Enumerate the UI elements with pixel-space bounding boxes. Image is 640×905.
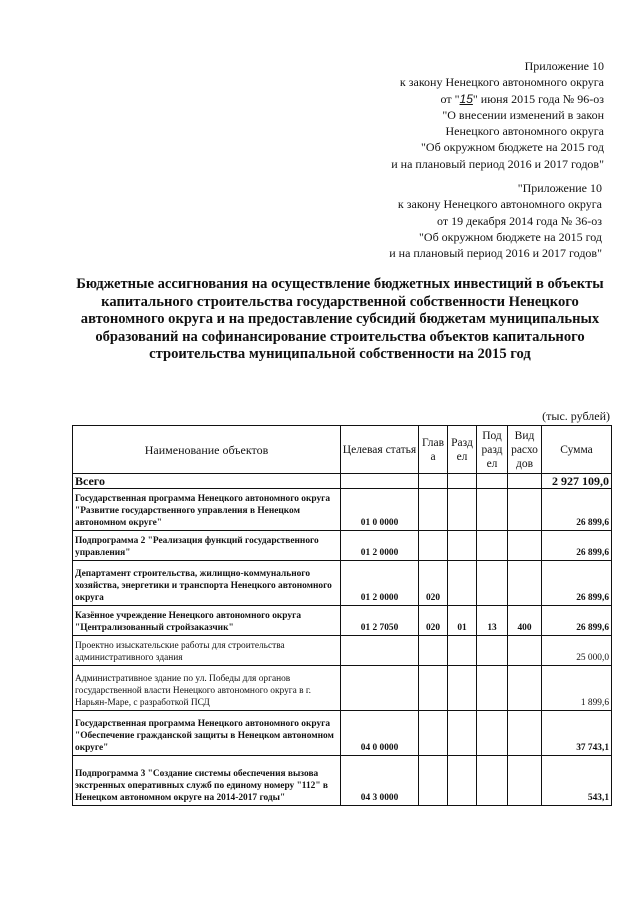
cell-subsection (477, 756, 508, 806)
appendix-header-original (389, 180, 602, 261)
cell-target-article: 01 2 0000 (341, 531, 419, 561)
unit-label: (тыс. рублей) (542, 409, 610, 423)
text-line: и на плановый период 2016 и 2017 годов" (389, 246, 602, 261)
header-subsection: Под разд ел (477, 426, 508, 474)
header-name: Наименование объектов (73, 426, 341, 474)
cell-sum: 2 927 109,0 (542, 474, 612, 489)
cell-chapter (419, 489, 448, 531)
cell-target-article: 04 3 0000 (341, 756, 419, 806)
cell-sum: 26 899,6 (542, 531, 612, 561)
cell-target-article: 01 2 7050 (341, 606, 419, 636)
cell-sum: 1 899,6 (542, 666, 612, 711)
cell-row-name: Всего (73, 474, 341, 489)
cell-section (448, 666, 477, 711)
cell-section: 01 (448, 606, 477, 636)
budget-table (72, 425, 612, 806)
cell-expense-type (508, 561, 542, 606)
cell-sum: 37 743,1 (542, 711, 612, 756)
table-row (73, 756, 612, 806)
cell-expense-type (508, 474, 542, 489)
cell-sum: 543,1 (542, 756, 612, 806)
text: от " (440, 91, 460, 106)
cell-expense-type (508, 489, 542, 531)
cell-chapter: 020 (419, 561, 448, 606)
cell-section (448, 474, 477, 489)
cell-target-article: 01 2 0000 (341, 561, 419, 606)
cell-subsection: 13 (477, 606, 508, 636)
cell-row-name: Подпрограмма 2 "Реализация функций государственного управления" (73, 531, 341, 561)
cell-section (448, 756, 477, 806)
table-row (73, 666, 612, 711)
cell-row-name: Административное здание по ул. Победы для органов государственной власти Ненецкого автономного округа в г. Нарьян-Маре, с разработкой ПСД (73, 666, 341, 711)
cell-expense-type (508, 756, 542, 806)
cell-chapter (419, 636, 448, 666)
cell-chapter (419, 531, 448, 561)
cell-sum: 25 000,0 (542, 636, 612, 666)
cell-sum: 26 899,6 (542, 606, 612, 636)
cell-row-name: Государственная программа Ненецкого автономного округа "Обеспечение гражданской защиты в Ненецком автономном округе" (73, 711, 341, 756)
cell-row-name: Государственная программа Ненецкого автономного округа "Развитие государственного управления в Ненецком автономном округе" (73, 489, 341, 531)
cell-chapter (419, 474, 448, 489)
text-line: "Об окружном бюджете на 2015 год (421, 140, 604, 155)
text-line: от 19 декабря 2014 года № 36-оз (436, 213, 602, 228)
cell-subsection (477, 489, 508, 531)
cell-section (448, 531, 477, 561)
text-line: "О внесении изменений в закон (442, 107, 604, 122)
table-row (73, 606, 612, 636)
cell-expense-type (508, 531, 542, 561)
text-line: "Приложение 10 (517, 181, 602, 195)
header-sum: Сумма (542, 426, 612, 474)
cell-expense-type (508, 711, 542, 756)
cell-target-article (341, 636, 419, 666)
table-row (73, 711, 612, 756)
cell-expense-type: 400 (508, 606, 542, 636)
text: " июня 2015 года № 96-оз (472, 91, 604, 106)
table-row (73, 531, 612, 561)
cell-subsection (477, 636, 508, 666)
cell-target-article (341, 666, 419, 711)
cell-row-name: Департамент строительства, жилищно-коммунального хозяйства, энергетики и транспорта Ненецкого автономного округа (73, 561, 341, 606)
cell-row-name: Казённое учреждение Ненецкого автономного округа "Централизованный стройзаказчик" (73, 606, 341, 636)
cell-expense-type (508, 636, 542, 666)
appendix-header-amendment (391, 58, 604, 172)
handwritten-day: 15 (459, 91, 473, 106)
table-row (73, 561, 612, 606)
document-title: Бюджетные ассигнования на осуществление бюджетных инвестиций в объекты капитального строительства государственной собственности Ненецкого автономного округа и на предоставление субсидий бюджетам муниципальных образований на софинансирование строительства объектов капитального строительства муниципальной собственности на 2015 год (76, 276, 604, 362)
cell-subsection (477, 666, 508, 711)
cell-chapter (419, 666, 448, 711)
text-line: "Об окружном бюджете на 2015 год (419, 229, 602, 244)
cell-sum: 26 899,6 (542, 561, 612, 606)
text-line: к закону Ненецкого автономного округа (397, 197, 602, 212)
table-row (73, 489, 612, 531)
table-row (73, 474, 612, 489)
cell-row-name: Проектно изыскательские работы для строительства административного здания (73, 636, 341, 666)
text-line: Ненецкого автономного округа (445, 124, 604, 139)
text-line: Приложение 10 (524, 59, 604, 73)
cell-target-article (341, 474, 419, 489)
date-line (391, 91, 604, 107)
cell-sum: 26 899,6 (542, 489, 612, 531)
cell-section (448, 561, 477, 606)
header-target-article: Целевая статья (341, 426, 419, 474)
cell-section (448, 711, 477, 756)
cell-target-article: 04 0 0000 (341, 711, 419, 756)
cell-chapter (419, 711, 448, 756)
header-expense-type: Вид расхо дов (508, 426, 542, 474)
header-chapter: Глав а (419, 426, 448, 474)
header-section: Разд ел (448, 426, 477, 474)
cell-expense-type (508, 666, 542, 711)
cell-subsection (477, 474, 508, 489)
text-line: к закону Ненецкого автономного округа (399, 75, 604, 90)
cell-subsection (477, 531, 508, 561)
cell-subsection (477, 561, 508, 606)
cell-chapter: 020 (419, 606, 448, 636)
cell-section (448, 636, 477, 666)
cell-target-article: 01 0 0000 (341, 489, 419, 531)
table-header-row (73, 426, 612, 474)
cell-chapter (419, 756, 448, 806)
cell-row-name: Подпрограмма 3 "Создание системы обеспечения вызова экстренных оперативных служб по единому номеру "112" в Ненецком автономном округе на 2014-2017 годы" (73, 756, 341, 806)
cell-section (448, 489, 477, 531)
text-line: и на плановый период 2016 и 2017 годов" (391, 156, 604, 171)
cell-subsection (477, 711, 508, 756)
table-row (73, 636, 612, 666)
